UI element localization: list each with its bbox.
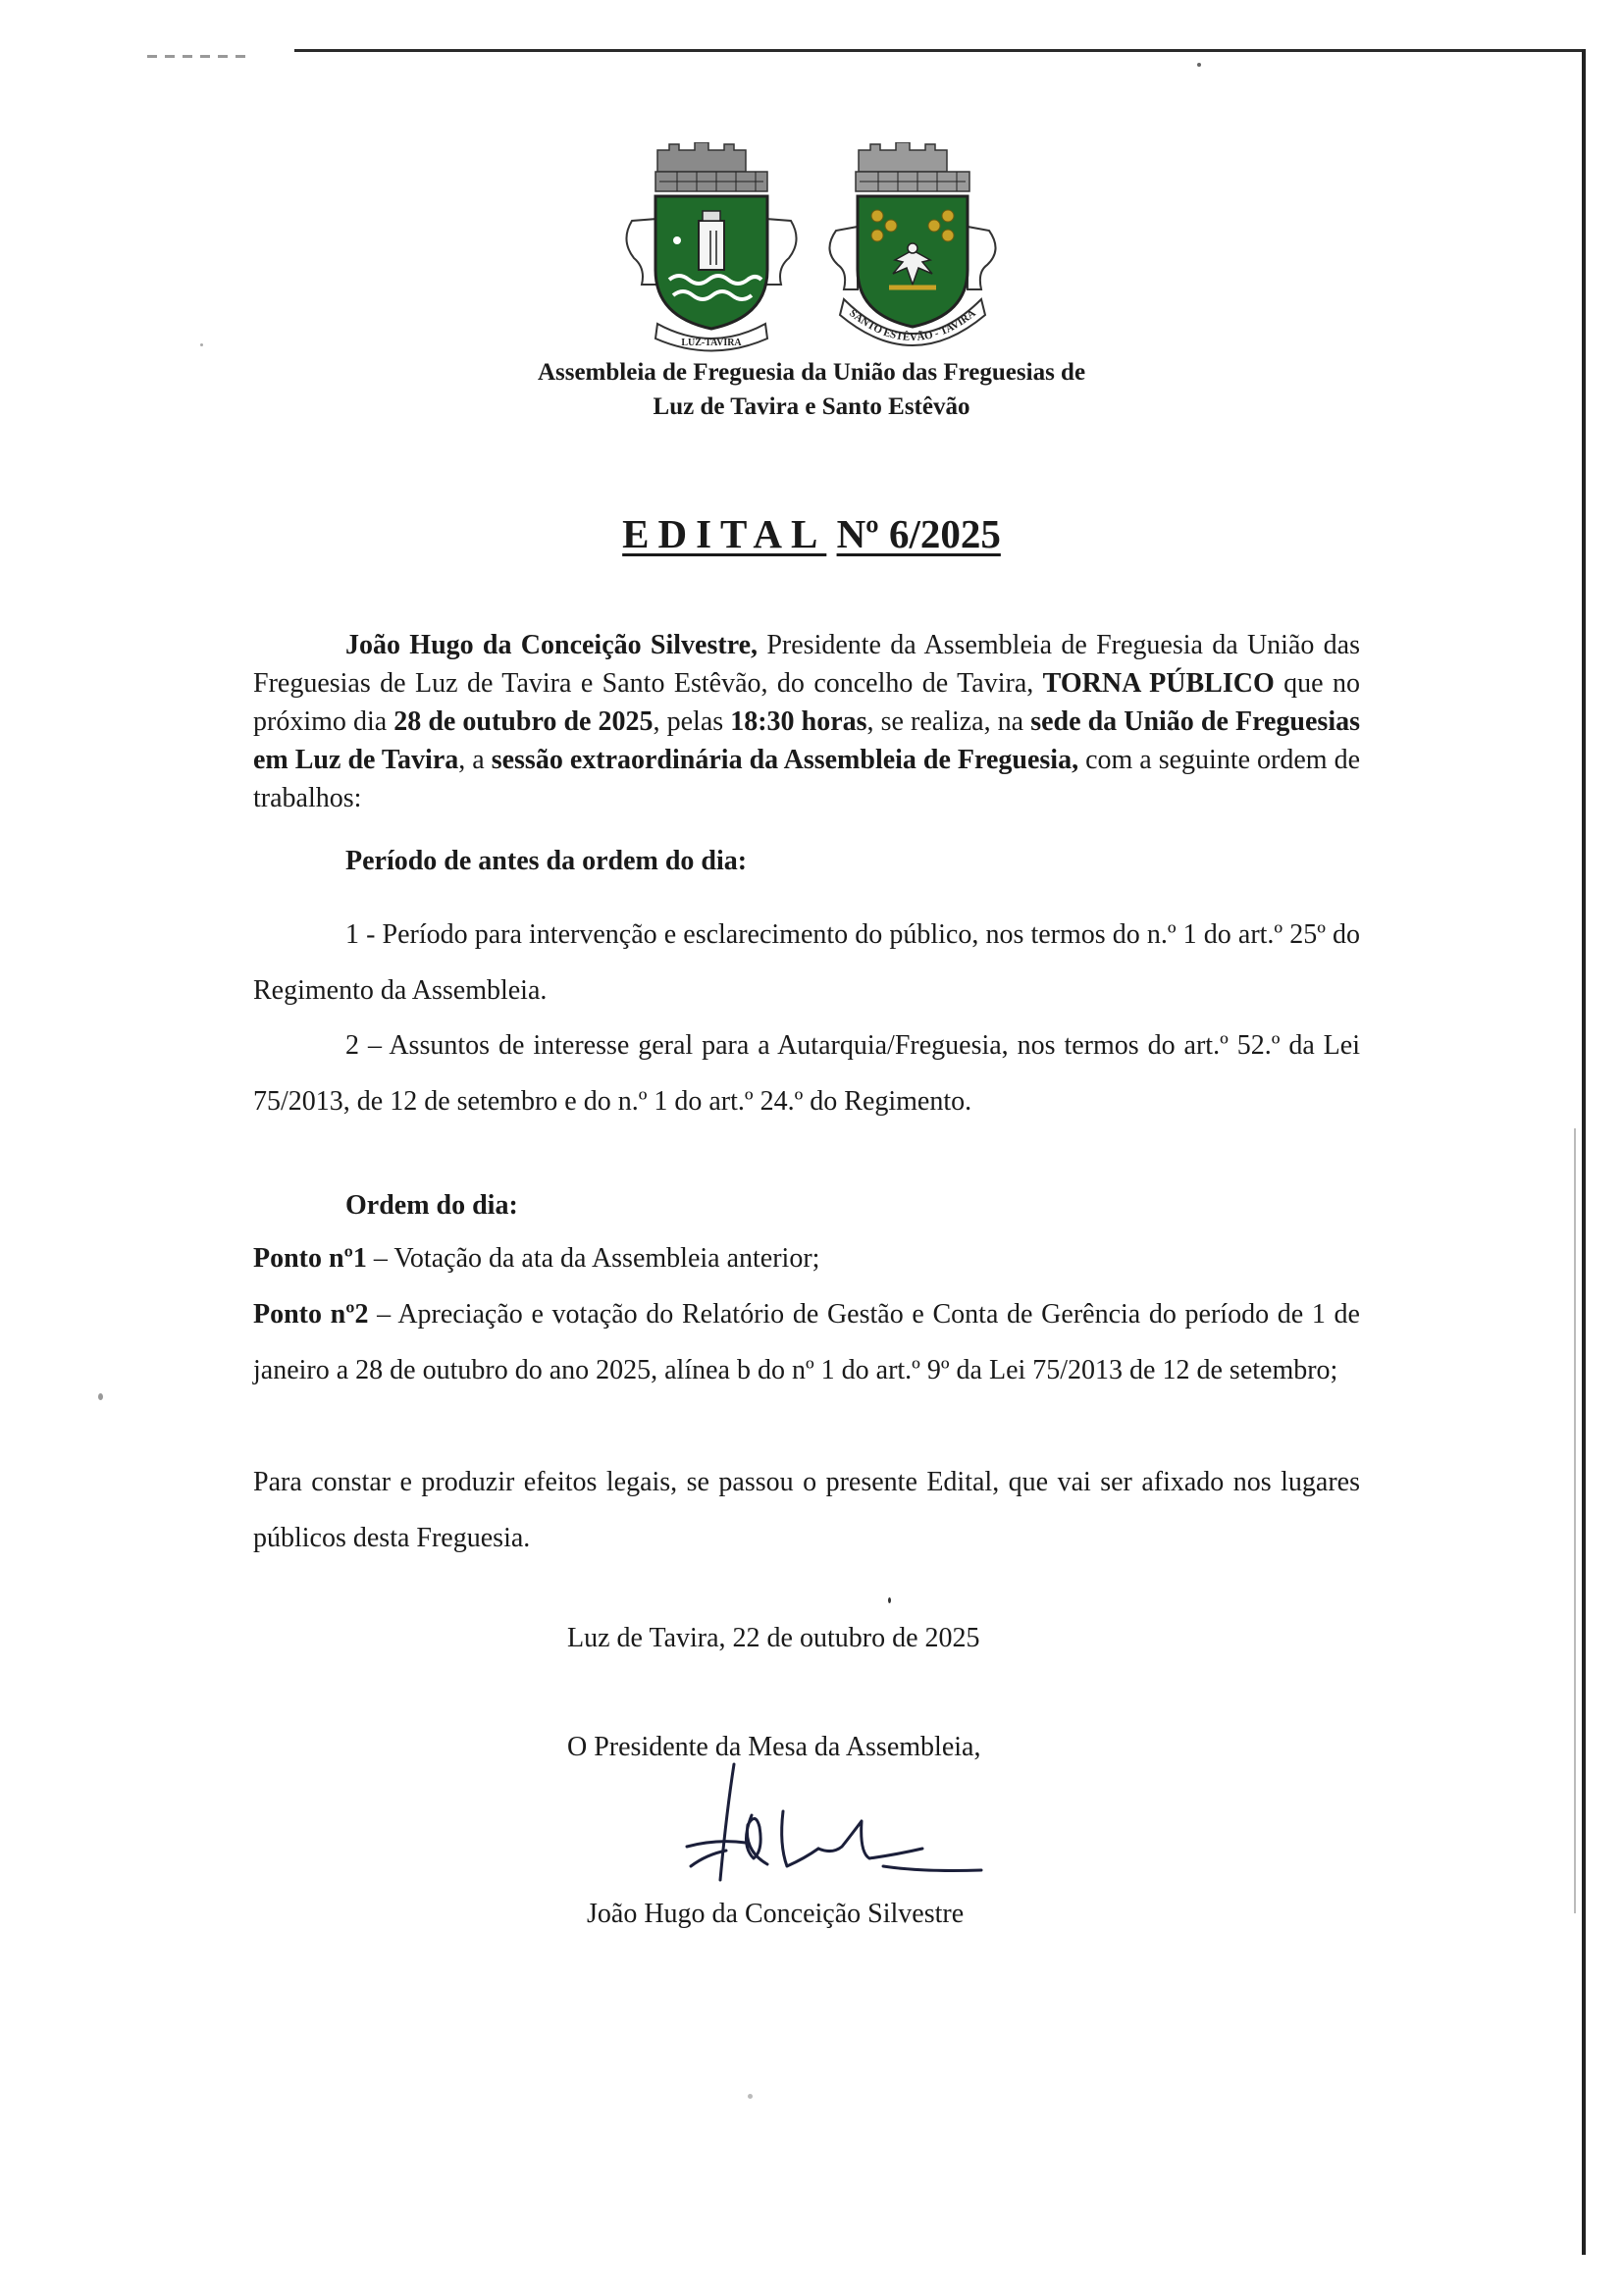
session-type: sessão extraordinária da Assembleia de Freguesia, [491,745,1079,775]
date-line: Luz de Tavira, 22 de outubro de 2025 [567,1623,980,1653]
handwritten-signature [657,1756,1011,1894]
svg-text:SANTO ESTÊVÃO - TAVIRA: SANTO ESTÊVÃO - TAVIRA [847,307,978,344]
signer-name: João Hugo da Conceição Silvestre [587,1899,965,1929]
ponto-1-text: – Votação da ata da Assembleia anterior; [366,1243,820,1274]
intro-paragraph [253,626,1360,817]
torna-publico: TORNA PÚBLICO [1042,668,1275,699]
intro-text: Presidente da Assembleia de Freguesia da União das Freguesias de Luz de Tavira e Santo Estêvão, do concelho de Tavira, [253,630,1360,699]
signer-role: O Presidente da Mesa da Assembleia, [567,1732,981,1762]
heading-antes-ordem: Período de antes da ordem do dia: [345,846,748,876]
ponto-2-label: Ponto nº2 [253,1299,369,1330]
org-title-line2: Luz de Tavira e Santo Estêvão [653,393,970,420]
ponto-2 [253,1286,1360,1398]
intro-text: com a seguinte ordem de trabalhos: [253,745,1361,813]
scan-speck [200,343,203,346]
intro-text: , pelas [653,706,731,737]
luz-tavira-crest [618,142,805,358]
page-border-top [294,49,1586,52]
scan-speck [888,1597,891,1603]
session-date: 28 de outubro de 2025 [393,706,654,737]
santo-estevao-crest [814,142,1011,358]
ponto-2-text: – Apreciação e votação do Relatório de Gestão e Conta de Gerência do período de 1 de janeiro a 28 de outubro do ano 2025, alínea b do nº 1 do art.º 9º da Lei 75/2013 de 12 de setembro; [253,1299,1360,1385]
intro-text: que no próximo dia [253,668,1360,737]
ponto-1 [253,1230,1360,1286]
antes-item-2: 2 – Assuntos de interesse geral para a Autarquia/Freguesia, nos termos do art.º 52.º da Lei 75/2013, de 12 de setembro e do n.º 1 do art.º 24.º do Regimento. [253,1030,1360,1117]
svg-text:LUZ-TAVIRA: LUZ-TAVIRA [681,338,742,348]
coats-of-arms [608,142,1021,358]
page-border-shadow [1574,1128,1576,1913]
scan-speck [748,2094,753,2099]
session-place: sede da União de Freguesias em Luz de Tavira [253,706,1360,775]
intro-text: , se realiza, na [866,706,1031,737]
scan-speck [1197,63,1201,67]
org-title-line1: Assembleia de Freguesia da União das Freguesias de [537,359,1086,386]
edital-title [0,510,1623,557]
intro-text: , a [458,745,492,775]
closing-paragraph: Para constar e produzir efeitos legais, se passou o presente Edital, que vai ser afixado nos lugares públicos desta Freguesia. [253,1467,1360,1553]
session-hour: 18:30 horas [730,706,867,737]
edital-word: EDITAL [622,511,827,556]
scan-speck [98,1393,103,1400]
president-name: João Hugo da Conceição Silvestre, [345,630,759,660]
heading-ordem-dia: Ordem do dia: [345,1190,518,1221]
antes-item-1: 1 - Período para intervenção e esclarecimento do público, nos termos do n.º 1 do art.º 25º do Regimento da Assembleia. [253,919,1360,1006]
edital-number: Nº 6/2025 [836,511,1001,556]
ponto-1-label: Ponto nº1 [253,1243,367,1274]
scan-artifact [147,55,245,58]
